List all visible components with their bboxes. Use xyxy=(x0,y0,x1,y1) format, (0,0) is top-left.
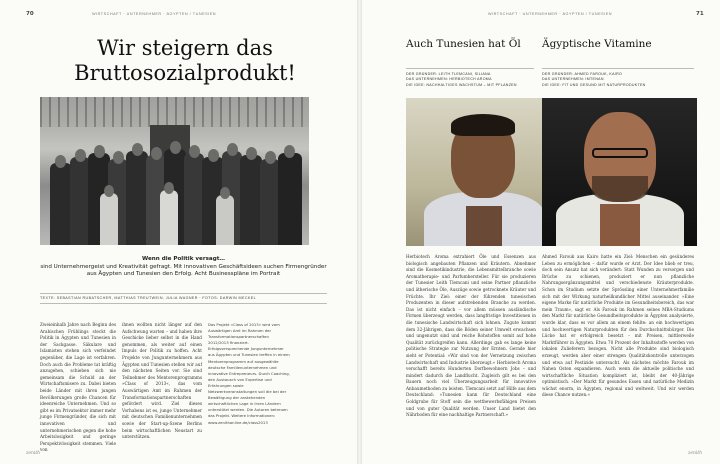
running-head-right: WIRTSCHAFT · UNTERNEHMER · ÄGYPTEN / TUNESIEN xyxy=(488,12,612,16)
photo-head xyxy=(208,149,219,162)
photo-head xyxy=(132,143,143,156)
section-title-tunesia: Auch Tunesien hat Öl xyxy=(406,38,521,50)
intro-lead: Wenn die Politik versagt… xyxy=(142,256,225,262)
photo-head xyxy=(151,147,162,160)
divider xyxy=(40,293,327,294)
photo-person xyxy=(278,153,302,245)
intro-body: sind Unternehmergeist und Kreativität gefragt. Mit innovativen Geschäftsideen suchen Firmengründer aus Ägypten und Tunesien den Erfolg. Acht Businesspläne im Portrait xyxy=(40,263,327,278)
photo-glasses xyxy=(592,148,648,158)
divider xyxy=(40,303,327,304)
article-column-1: Zweieinhalb Jahre nach Beginn des Arabischen Frühlings steckt die Politik in Ägypten und Tunesien in der Sackgasse. Säkulare und Islamisten stehen sich verfeindet gegenüber, die Lage ist verfahren. Doch auch die Probleme tat kräftig anzugehen, schieben sich nie gemeinsam die Schuld an der Wirtschaftsmisere zu. Dabei bieten beide Länder mit ihren jungen Bevölkerungen große Chancen für ideenreiche Unternehmen. Und so gibt es im Privatsektor immer mehr junge Firmengründer, die sich mit innovativen und unternehmerischen gegen die hohe Arbeitslosigkeit und geringe Perspektivlosigkeit stemmen. Viele von xyxy=(40,322,116,453)
photo-person xyxy=(100,193,118,245)
meta-idea: DIE IDEE: FIT UND GESUND MIT NATURPRODUKTEN xyxy=(542,82,646,87)
footer-right: zenith xyxy=(688,451,703,456)
divider xyxy=(406,68,534,69)
meta-block-egypt xyxy=(542,72,692,88)
meta-block-tunesia xyxy=(406,72,536,88)
photo-person xyxy=(70,157,90,245)
photo-head xyxy=(246,147,257,160)
page-number-left: 70 xyxy=(26,11,34,17)
photo-neck xyxy=(600,204,640,246)
photo-head xyxy=(189,145,200,158)
photo-head xyxy=(284,145,295,158)
photo-person xyxy=(126,151,148,245)
photo-person xyxy=(240,155,262,245)
photo-person xyxy=(50,163,72,245)
photo-head xyxy=(113,151,124,164)
photo-head xyxy=(227,143,238,156)
photo-head xyxy=(75,149,86,162)
photo-head xyxy=(55,155,66,168)
meta-founder: DER GRÜNDER: LEITH TLEMCANI, SILIANA xyxy=(406,72,491,76)
photo-head xyxy=(104,185,114,197)
info-box: Das Projekt »Class of 2013« wird vom Auswärtigen Amt im Rahmen der Transformationspartnerschaften 2012/2013 finanziert. Erfolgsversprechende Jungunternehmer aus Ägypten und Tunesien treffen in einem Mentorenprogramm auf ausgewählte deutsche Familienunternehmen und innovative Entrepreneurs. Durch Coaching, den Austausch von Expertise und Erfahrungen sowie Netzwerkveranstaltungen soll die bei der Bewältigung der anstehenden wirtschaftlichen Lage in ihren Ländern unterstützt werden. Die Autoren betreuen das Projekt. Weitere Informationen: www.zenithonline.de/class2013 xyxy=(208,322,290,425)
photo-hair xyxy=(451,114,515,136)
photo-person xyxy=(216,195,234,245)
photo-person xyxy=(260,159,280,245)
portrait-leith-tlemcani xyxy=(406,98,561,246)
divider xyxy=(542,68,694,69)
intro-text xyxy=(40,256,327,279)
article-body-tunesia: Herbiotech Aroma extrahiert Öle und Essenzen aus biologisch angebauten Pflanzen und Kräutern. Abnehmer sind die Kosmetikindustrie, die Lebensmittelbranche sowie Aromatherapie- und Parfumhersteller. Für sie produzieren der Tunesier Leith Tlemcani und seine Partner pflanzliche und ätherische Öle, Auszüge sowie getrocknete Kräuter und Früchte. Ihr Ziel: einer der führenden tunesischen Produzenten in dieser aufstrebenden Branche zu werden. Das ist nicht einfach – vor allem müssen ausländische Firmen überzeugt werden, dass langfristige Investitionen in die tunesische Landwirtschaft sich lohnen. Zugute kommt dem 32-Jährigen, dass die Böden seiner Umwelt erwachsen und ungenutzt sind und reiche Rohstoffen somit auf hohe Qualität zurückgreifen kann. Allerdings gab es lange keine politische Strategie zur Nutzung der Ernten. Gerade hier sieht er Potential: »Wir sind von der Vernetzung zwischen Landwirtschaft und Industrie überzeugt.« Herbiotech Aroma verschafft bereits Hunderten Dorfbewohnern Jobs – und mindert dadurch die Landflucht. Zugleich gilt es bei den Bauern noch viel Überzeugungsarbeit für innovative Anbaumethoden zu leisten. Tlemcani setzt auf Hilfe aus dem Deutschland: »Tunesien kann für Deutschland eine Goldgrube für Stoff sein die wettbewerbsfähigen Preisen und von guter Qualität werden. Unser Land bietet den Nährboden für eine nachhaltige Partnerschaft.« xyxy=(406,254,536,418)
credits: TEXTE: SEBASTIAN RUBATSCHER, MATTHIAS TREUTWEIN, JULIA WAGNER · FOTOS: DARWIN MECKEL xyxy=(40,296,257,300)
left-page xyxy=(0,0,358,464)
portrait-ahmed-farouk xyxy=(542,98,697,246)
footer-left: zenith xyxy=(26,451,41,456)
photo-head xyxy=(265,151,276,164)
right-page xyxy=(362,0,720,464)
photo-neck xyxy=(466,206,502,246)
page-title: Wir steigern das Bruttosozialprodukt! xyxy=(74,36,296,85)
photo-head xyxy=(170,141,181,154)
photo-head xyxy=(220,187,230,199)
photo-ceiling xyxy=(40,97,309,127)
section-title-egypt: Ägyptische Vitamine xyxy=(542,38,652,50)
page-number-right: 71 xyxy=(696,11,704,17)
meta-company: DAS UNTERNEHMEN: IMTENAN xyxy=(542,77,604,82)
group-photo xyxy=(40,97,309,245)
photo-beard xyxy=(592,176,648,202)
photo-head xyxy=(164,182,174,194)
photo-person xyxy=(184,153,204,245)
meta-founder: DER GRÜNDER: AHMED FAROUK, KAIRO xyxy=(542,72,623,76)
article-body-egypt: Ahmed Farouk aus Kairo hatte ein Ziel: Menschen ein gesünderes Leben zu ermöglichen – dafür wurde er Arzt. Der Idee blieb er treu, doch sein Ansatz hat sich verändert: Statt Wunden zu versorgen und Brüche zu schienen, produziert er nun pflanzliche Nahrungsergänzungsmittel und verschiedenste Kräuterprodukte. Schon im Studium setzte der Sprössling einer Unternehmerfamilie sich mit der Wirkung naturheilkundlicher Mittel auseinander. »Eine eigene Marke für natürliche Produkte im Gesundheitsbereich, das war mein Traum«, sagt er. Als Farouk im Rahmen seines MBA-Studiums den Markt für natürliche Gesundheitsprodukte in Ägypten analysierte, wurde klar, dass es vor allem an einem fehlte: an ein hochwertigen und hochwertigen Naturprodukten für den Durchschnittsbürger. Die Lücke hat er erfolgreich besetzt – mit Preisen, mittlerweile Marktführer in Ägypten. Etwa 70 Prozent der Inhaltsstoffe werden von lokalen Zulieferern bezogen. Nicht alle Produkte sind biologisch erzeugt, werden aber einer strengen Qualitätskontrolle unterzogen und etwa auf Pestizide untersucht. Als nächstes möchte Farouk im Nahen Osten expandieren. Auch wenn die aktuelle politische und wirtschaftliche Situation kompliziert ist, bleibt der 40-Jährige optimistisch. »Der Markt für gesundes Essen und natürliche Medizin wächst enorm, in Ägypten, regional und weltweit. Und wir werden diese Chance nutzen.« xyxy=(542,254,694,398)
article-column-2: ihnen wollten nicht länger auf den Aufschwung warten – und haben ihre Geschicke lieber selbst in die Hand genommen, als weiter auf einen Impuls der Politik zu hoffen. Acht Projekte von Jungunternehmern aus Ägypten und Tunesien stellen wir auf den nächsten Seiten vor. Sie sind Teilnehmer des Mentorenprogramms »Class of 2013«, das vom Auswärtigen Amt im Rahmen der Transformationspartnerschaften gefördert wird. Ziel dieses Vorhabens ist es, junge Unternehmer mit deutschen Familienunternehmen sowie der Start-up-Szene Berlins beim wirtschaftlichen Neustart zu unterstützen. xyxy=(122,322,202,440)
meta-idea: DIE IDEE: NACHHALTIGES WACHSTUM – MIT PFLANZEN xyxy=(406,82,517,87)
photo-head xyxy=(94,145,105,158)
photo-person xyxy=(160,190,178,245)
running-head-left: WIRTSCHAFT · UNTERNEHMER · ÄGYPTEN / TUNESIEN xyxy=(92,12,216,16)
meta-company: DAS UNTERNEHMEN: HERBIOTECH AROMA xyxy=(406,77,492,82)
